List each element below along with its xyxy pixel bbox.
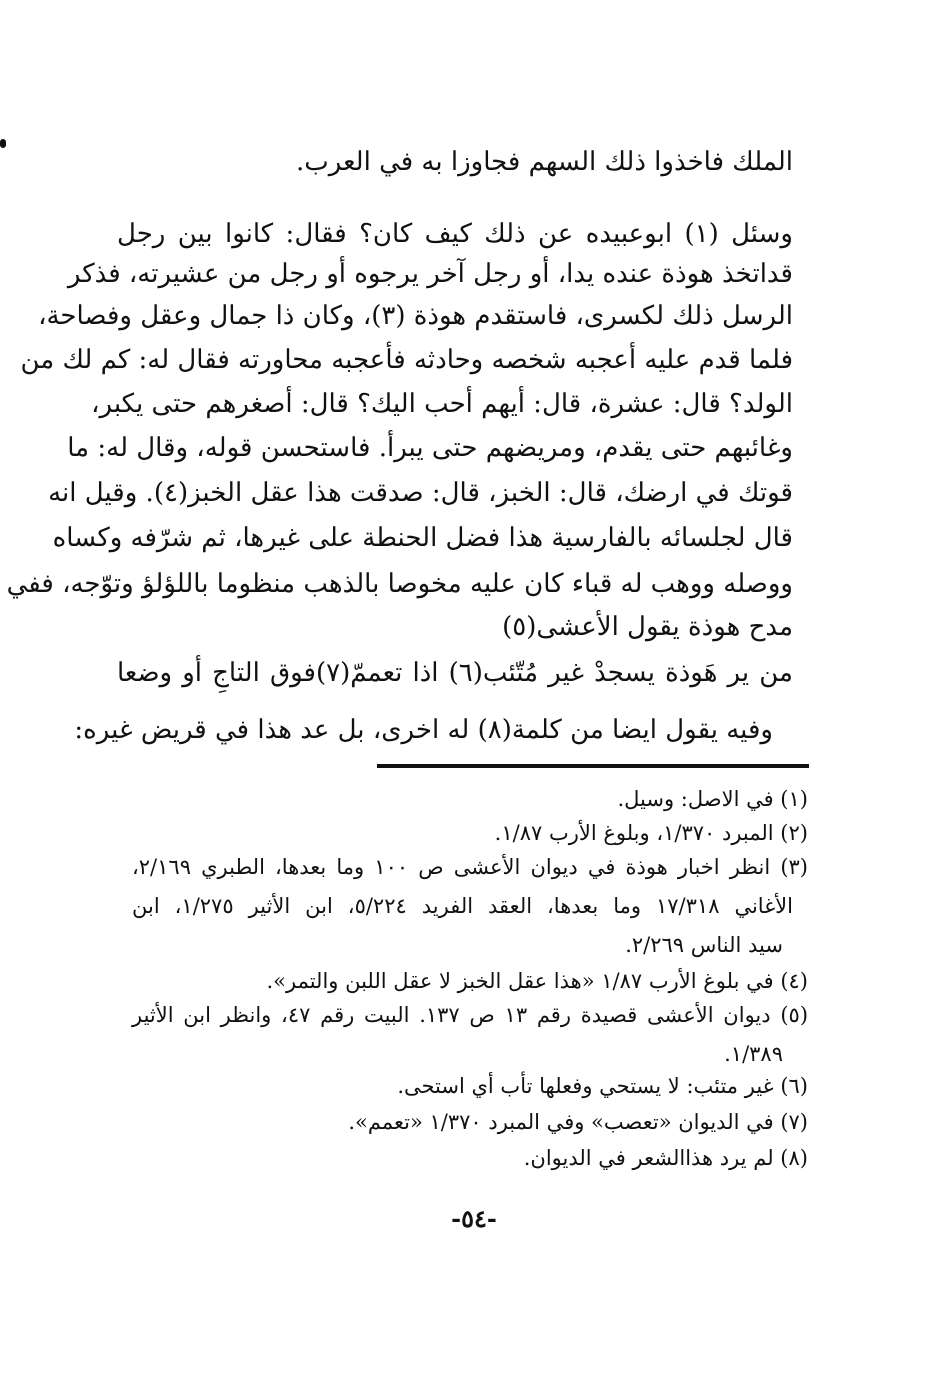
body-line-7: وغائبهم حتى يقدم، ومريضهم حتى يبرأ. فاستحسن قوله، وقال له: ما <box>67 433 793 463</box>
body-line-1: الملك فاخذوا ذلك السهم فجاوزا به في العرب. <box>296 147 793 177</box>
footnote-divider <box>377 764 809 768</box>
body-line-11: مدح هوذة يقول الأعشى(٥) <box>502 612 793 642</box>
footnote-7: (٧) في الديوان «تعصب» وفي المبرد ١/٣٧٠ «تعمم». <box>348 1110 808 1134</box>
body-line-3: قداتخذ هوذة عنده يدا، أو رجل آخر يرجوه أو رجل من عشيرته، فذكر <box>67 259 793 289</box>
body-line-13: وفيه يقول ايضا من كلمة(٨) له اخرى، بل عد هذا في قريض غيره: <box>74 715 773 745</box>
footnote-1: (١) في الاصل: وسيل. <box>617 787 808 811</box>
footnote-4: (٤) في بلوغ الأرب ١/٨٧ «هذا عقل الخبز لا عقل اللبن والتمر». <box>266 969 808 993</box>
page-number: -٥٤- <box>451 1204 497 1233</box>
body-line-2: وسئل (١) ابوعبيده عن ذلك كيف كان؟ فقال: كانوا بين رجل <box>117 219 793 249</box>
margin-mark <box>0 139 6 148</box>
body-line-8: قوتك في ارضك، قال: الخبز، قال: صدقت هذا عقل الخبز(٤). وقيل انه <box>48 478 793 508</box>
footnote-8: (٨) لم يرد هذاالشعر في الديوان. <box>523 1146 808 1170</box>
body-line-5: فلما قدم عليه أعجبه شخصه وحادثه فأعجبه محاورته فقال له: كم لك من <box>20 345 793 375</box>
footnote-5: (٥) ديوان الأعشى قصيدة رقم ١٣ ص ١٣٧. البيت رقم ٤٧، وانظر ابن الأثير <box>132 1003 809 1027</box>
footnote-3-cont-1: الأغاني ١٧/٣١٨ وما بعدها، العقد الفريد ٥/٢٢٤، ابن الأثير ١/٢٧٥، ابن <box>132 894 793 918</box>
body-line-4: الرسل ذلك لكسرى، فاستقدم هوذة (٣)، وكان ذا جمال وعقل وفصاحة، <box>38 301 793 331</box>
footnote-6: (٦) غير متئب: لا يستحي وفعلها تأب أي استحى. <box>397 1074 808 1098</box>
body-line-9: قال لجلسائه بالفارسية هذا فضل الحنطة على غيرها، ثم شرّفه وكساه <box>52 523 793 553</box>
verse-line: من ير هَوذة يسجدْ غير مُتّئب(٦) اذا تعممّ(٧)فوق التاجِ أو وضعا <box>117 658 793 688</box>
footnote-2: (٢) المبرد ١/٣٧٠، وبلوغ الأرب ١/٨٧. <box>494 821 808 845</box>
footnote-3-cont-2: سيد الناس ٢/٢٦٩. <box>625 933 783 957</box>
body-line-10: ووصله ووهب له قباء كان عليه مخوصا بالذهب منظوما باللؤلؤ وتوّجه، ففي <box>6 569 793 599</box>
body-line-6: الولد؟ قال: عشرة، قال: أيهم أحب اليك؟ قال: أصغرهم حتى يكبر، <box>91 389 793 419</box>
footnote-3: (٣) انظر اخبار هوذة في ديوان الأعشى ص ١٠٠ وما بعدها، الطبري ٢/١٦٩، <box>132 855 808 879</box>
footnote-5-cont: ١/٣٨٩. <box>724 1042 783 1066</box>
